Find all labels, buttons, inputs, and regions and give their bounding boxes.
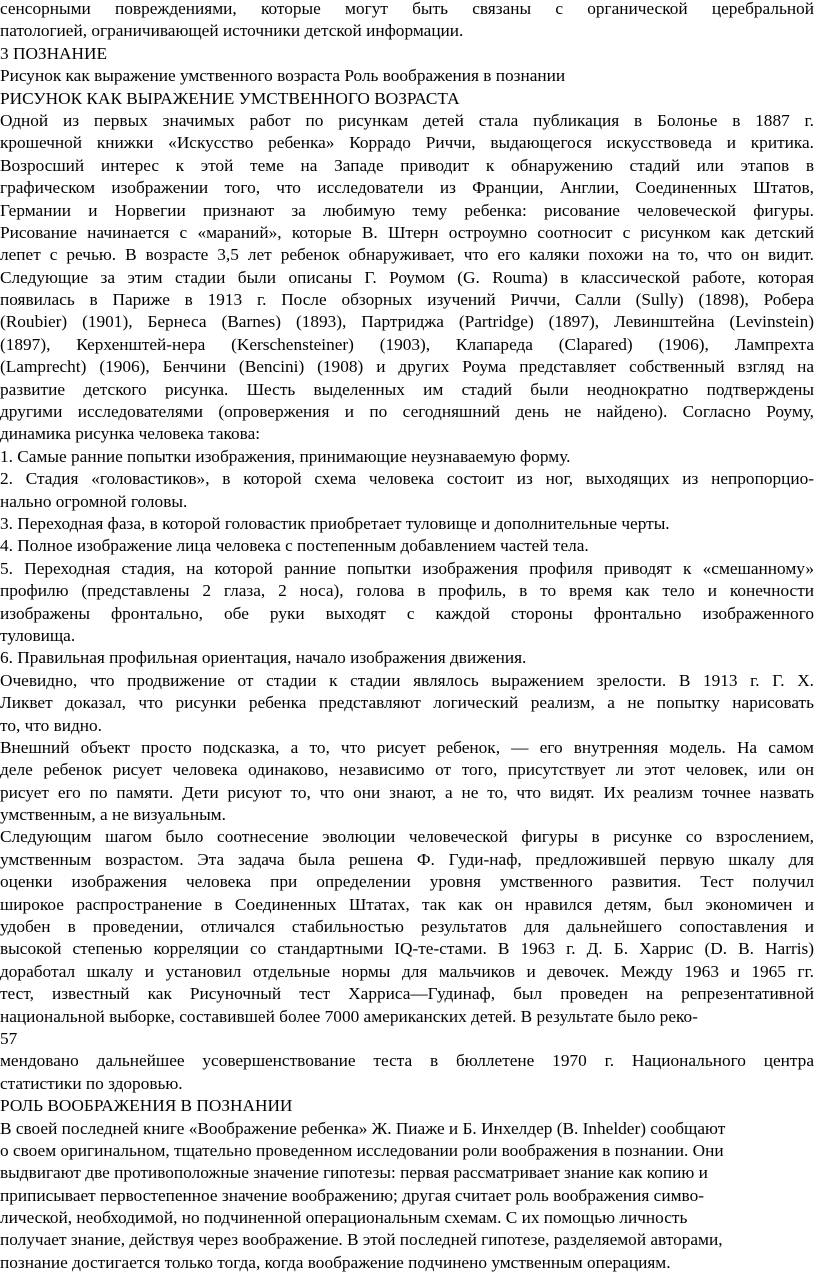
text-line: приписывает первостепенное значение воображению; другая считает роль воображения симво-: [0, 1185, 704, 1205]
text-line: Очевидно, что продвижение от стадии к стадии являлось выражением зрелости. В 1913 г. Г. Х.: [0, 670, 814, 690]
text-line: 6. Правильная профильная ориентация, начало изображения движения.: [0, 648, 527, 668]
text-line: Следующим шагом было соотнесение эволюции человеческой фигуры в рисунке со взрослением,: [0, 827, 814, 847]
text-line: развитие детского рисунка. Шесть выделенных им стадий были неоднократно подтверждены: [0, 379, 814, 399]
text-line: крошечной книжки «Искусство ребенка» Коррадо Риччи, выдающегося искусствоведа и критика.: [0, 133, 814, 153]
text-line: Рисование начинается с «мараний», которые В. Штерн остроумно соотносит с рисунком как детский: [0, 222, 814, 242]
text-line: лической, необходимой, но подчиненной операциональным схемам. С их помощью личность: [0, 1208, 688, 1228]
text-line: выдвигают две противоположные значение гипотезы: первая рассматривает знание как копию и: [0, 1163, 708, 1183]
text-line: деле ребенок рисует человека одинаково, независимо от того, присутствует ли этот человек, или он: [0, 760, 814, 780]
text-line: 2. Стадия «головастиков», в которой схема человека состоит из ног, выходящих из непропорцио-: [0, 469, 814, 489]
text-line: Рисунок как выражение умственного возраста Роль воображения в познании: [0, 66, 566, 86]
text-line: получает знание, действуя через воображение. В этой последней гипотезе, разделяемой авторами,: [0, 1230, 723, 1250]
text-line: национальной выборке, составившей более 7000 американских детей. В результате было реко-: [0, 1006, 698, 1026]
text-line: статистики по здоровью.: [0, 1073, 183, 1093]
text-line: патологией, ограничивающей источники детской информации.: [0, 21, 464, 41]
text-line: 57: [0, 1028, 18, 1048]
text-line: нально огромной головы.: [0, 491, 188, 511]
text-line: высокой степенью корреляции со стандартными IQ-те-стами. В 1963 г. Д. Б. Харрис (D. B. Harris): [0, 939, 814, 959]
text-line: лепет с речью. В возрасте 3,5 лет ребенок обнаруживает, что его каляки похожи на то, что он видит.: [0, 245, 814, 265]
text-line: Ликвет доказал, что рисунки ребенка представляют логический реализм, а не попытку нарисовать: [0, 693, 814, 713]
text-line: динамика рисунка человека такова:: [0, 424, 261, 444]
text-line: Возросший интерес к этой теме на Западе приводит к обнаружению стадий или этапов в: [0, 155, 814, 175]
text-line: РОЛЬ ВООБРАЖЕНИЯ В ПОЗНАНИИ: [0, 1096, 293, 1116]
text-line: мендовано дальнейшее усовершенствование теста в бюллетене 1970 г. Национального центра: [0, 1051, 814, 1071]
text-line: рисует его по памяти. Дети рисуют то, что они знают, а не то, что видят. Их реализм точнее назвать: [0, 782, 814, 802]
text-line: туловища.: [0, 625, 76, 645]
text-line: умственным возрастом. Эта задача была решена Ф. Гуди-наф, предложившей первую шкалу для: [0, 849, 814, 869]
text-line: 5. Переходная стадия, на которой ранние попытки изображения профиля приводят к «смешанному»: [0, 558, 814, 578]
text-line: широкое распространение в Соединенных Штатах, так как он нравился детям, был экономичен и: [0, 894, 814, 914]
text-line: оценки изображения человека при определении уровня умственного развития. Тест получил: [0, 872, 814, 892]
text-line: появилась в Париже в 1913 г. После обзорных изучений Риччи, Салли (Sully) (1898), Робера: [0, 290, 814, 310]
text-line: (Lamprecht) (1906), Бенчини (Bencini) (1908) и других Роума представляет собственный взгляд на: [0, 357, 814, 377]
text-line: (1897), Керхенштей-нера (Kerschensteiner) (1903), Клапареда (Clapared) (1906), Лампрехта: [0, 334, 814, 354]
text-line: изображены фронтально, обе руки выходят с каждой стороны фронтально изображенного: [0, 603, 814, 623]
text-line: 3. Переходная фаза, в которой головастик приобретает туловище и дополнительные черты.: [0, 513, 670, 533]
text-line: профилю (представлены 2 глаза, 2 носа), голова в профиль, в то время как тело и конечности: [0, 581, 814, 601]
text-line: Германии и Норвегии признают за любимую тему ребенка: рисование человеческой фигуры.: [0, 200, 814, 220]
text-line: В своей последней книге «Воображение ребенка» Ж. Пиаже и Б. Инхелдер (B. Inhelder) сообщают: [0, 1118, 726, 1138]
text-line: о своем оригинальном, тщательно проведенном исследовании роли воображения в познании. Они: [0, 1140, 724, 1160]
text-line: тест, известный как Рисуночный тест Харриса—Гудинаф, был проведен на репрезентативной: [0, 984, 814, 1004]
text-line: графическом изображении того, что исследователи из Франции, Англии, Соединенных Штатов,: [0, 178, 814, 198]
text-line: 4. Полное изображение лица человека с постепенным добавлением частей тела.: [0, 536, 589, 556]
text-line: удобен в проведении, отличался стабильностью результатов для дальнейшего сопоставления и: [0, 917, 814, 937]
text-line: Одной из первых значимых работ по рисункам детей стала публикация в Болонье в 1887 г.: [0, 110, 814, 130]
text-line: другими исследователями (опровержения и по сегодняшний день не найдено). Согласно Роуму,: [0, 402, 814, 422]
text-line: сенсорными повреждениями, которые могут быть связаны с органической церебральной: [0, 0, 814, 18]
text-line: умственным, а не визуальным.: [0, 805, 226, 825]
text-line: познание достигается только тогда, когда воображение подчинено умственным операциям.: [0, 1252, 671, 1272]
text-line: Следующие за этим стадии были описаны Г. Роумом (G. Rouma) в классической работе, которая: [0, 267, 814, 287]
text-line: то, что видно.: [0, 715, 102, 735]
text-line: Внешний объект просто подсказка, а то, что рисует ребенок, — его внутренняя модель. На самом: [0, 737, 814, 757]
text-line: 1. Самые ранние попытки изображения, принимающие неузнаваемую форму.: [0, 446, 571, 466]
text-line: (Roubier) (1901), Бернеса (Barnes) (1893), Партриджа (Partridge) (1897), Левинштейна (Levinstein): [0, 312, 814, 332]
text-line: РИСУНОК КАК ВЫРАЖЕНИЕ УМСТВЕННОГО ВОЗРАСТА: [0, 88, 460, 108]
text-line: 3 ПОЗНАНИЕ: [0, 43, 108, 63]
text-line: доработал шкалу и установил отдельные нормы для мальчиков и девочек. Между 1963 и 1965 гг.: [0, 961, 814, 981]
